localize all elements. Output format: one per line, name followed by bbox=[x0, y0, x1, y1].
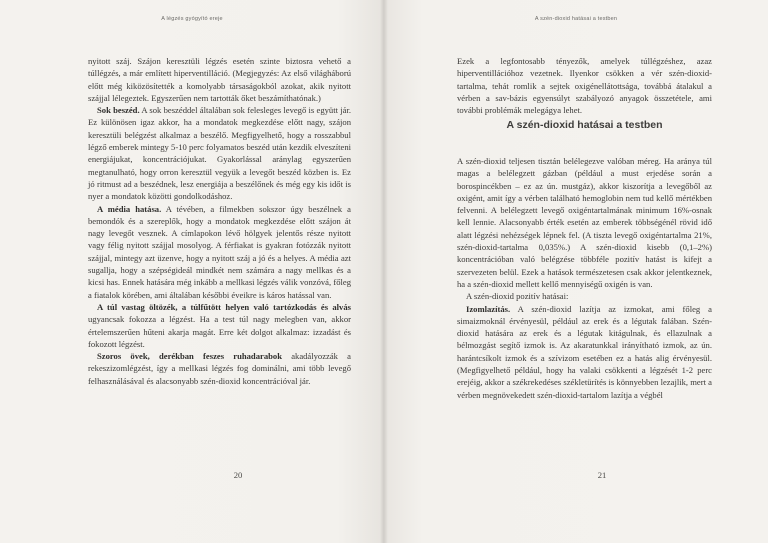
book-gutter bbox=[380, 0, 388, 543]
section-title: A szén-dioxid hatásai a testben bbox=[506, 119, 663, 131]
left-paragraph-3: A média hatása. A tévében, a filmekben sokszor úgy beszélnek a bemondók és a szereplők, hogy a mondatok megkezdése előtt szájon át nagy levegőt vesznek. A címlapokon lévő hölgyek jelentős része nyitott vagy félig nyitott szájjal mosolyog. A férfiakat is gyakran fotózzák nyitott szájjal, mintegy azt üzenve, hogy a nyitott száj a jó és a helyes. A média azt sugallja, hogy a szépségideál mindkét nem számára a nagy mellkas és a kicsi has. Ennek hatására még inkább a mellkasi légzés válik vonzóvá, főleg a fiatalok körében, ami általában későbbi éveikre is káros hatással van. bbox=[88, 203, 351, 300]
paragraph-lead: A média hatása. bbox=[97, 203, 162, 214]
paragraph-lead: Sok beszéd. bbox=[97, 105, 140, 116]
left-body-text bbox=[88, 55, 351, 387]
left-paragraph-5: Szoros övek, derékban feszes ruhadarabok akadályozzák a rekeszizomlégzést, így a mellkasi légzés fog dominálni, ami több levegő felhasználásával és alacsonyabb szén-dioxid koncentrációval jár. bbox=[88, 351, 351, 386]
right-running-head: A szén-dioxid hatásai a testben bbox=[534, 16, 618, 22]
right-page-number: 21 bbox=[597, 470, 607, 480]
left-paragraph-4: A túl vastag öltözék, a túlfűtött helyen való tartózkodás és alvás ugyancsak fokozza a légzést. Ha a test túl nagy melegben van, akkor értelemszerűen hűteni akarja magát. Erre két dolgot alkalmaz: izzadást és fokozott légzést. bbox=[88, 301, 351, 349]
right-intro-paragraph: Ezek a legfontosabb tényezők, amelyek túllégzéshez, azaz hiperventillációhoz vezetnek. Ilyenkor csökken a vér szén-dioxid-tartalma, tehát romlik a sejtek oxigénellátottsága, továbbá átalakul a vérben a sav-bázis egyensúlyt szabályozó anyagok összetétele, ami további problémák melegágya lehet. bbox=[457, 56, 712, 116]
right-body-text bbox=[457, 155, 712, 401]
paragraph-lead: Szoros övek, derékban feszes ruhadarabok bbox=[97, 351, 282, 362]
right-paragraph-1: A szén-dioxid teljesen tisztán belélegezve valóban méreg. Ha aránya túl magas a belélegzett gázban (például a must erjedése során a borospincékben – ez az ún. mustgáz), akkor kiszorítja a levegőből az oxigént, amit így a vérben található hemoglobin nem tud kellő mértékben felvenni. A belélegzett levegő oxigéntartalmának minimum 16%-osnak kell lennie. Alacsonyabb érték esetén az emberek többségénél rövid idő alatt légzési nehézségek lépnek fel. (A tiszta levegő oxigéntartalma 21%, szén-dioxid-tartalma 0,035%.) A szén-dioxid kisebb (0,1–2%) koncentrációban való belégzése többféle pozitív hatást is kifejt a szervezeten belül. Ezek a hatások természetesen csak akkor jelentkeznek, ha a szén-dioxid mellett kellő mennyiségű oxigén is van. bbox=[457, 156, 712, 289]
left-paragraph-2: Sok beszéd. A sok beszéddel általában sok felesleges levegő is együtt jár. Ez különösen igaz akkor, ha a mondatok megkezdése előtt nagy, szájon keresztüli belégzést alkalmaz a beszélő. Megfigyelhető, hogy a rosszabbul légző emberek mintegy 5-10 perc folyamatos beszéd után kezdik elveszíteni energiájukat, koncentrációjukat. Gyakorlással aránylag egyszerűen megtanulható, hogy orron keresztül vegyük a levegőt beszéd közben is. Ez jó ritmust ad a beszédnek, lesz energiája a beszélőnek és még egy kis időt is nyer a mondatok közötti gondolkodáshoz. bbox=[88, 105, 352, 202]
paragraph-lead: Izomlazítás. bbox=[466, 303, 511, 314]
paragraph-lead: A túl vastag öltözék, a túlfűtött helyen való tartózkodás és alvás bbox=[97, 301, 351, 312]
right-page bbox=[384, 0, 768, 543]
right-paragraph-3: Izomlazítás. A szén-dioxid lazítja az izmokat, ami főleg a simaizmoknál érvényesül, például az erek és a légutak falában. Szén-dioxid hatására az erek és a légutak kitágulnak, és ellazulnak a bélmozgást segítő izmok is. Az akaratunkkal irányítható izmok, az ún. harántcsíkolt izmok és a szívizom esetében ez a hatás alig érvényesül. (Megfigyelhető például, hogy ha valaki csökkenti a légzését 1-2 perc erejéig, akkor a székrekedéses székletürítés is könnyebben lezajlik, mert a vérben megnövekedett szén-dioxid-tartalom lazítja a végbél bbox=[457, 303, 712, 400]
left-paragraph-1: nyitott száj. Szájon keresztüli légzés esetén szinte biztosra vehető a túllégzés, a már említett hiperventilláció. (Megjegyzés: Az első világháború előtt még kiközösítették a komolyabb társaságokból azokat, akik nyitott szájjal lélegeztek. Egyszerűen nem tartották őket beszámíthatónak.) bbox=[88, 56, 351, 103]
right-paragraph-2: A szén-dioxid pozitív hatásai: bbox=[466, 291, 569, 302]
right-intro-text bbox=[457, 55, 712, 116]
left-page-number: 20 bbox=[233, 470, 243, 480]
left-running-head: A légzés gyógyító ereje bbox=[161, 16, 223, 22]
